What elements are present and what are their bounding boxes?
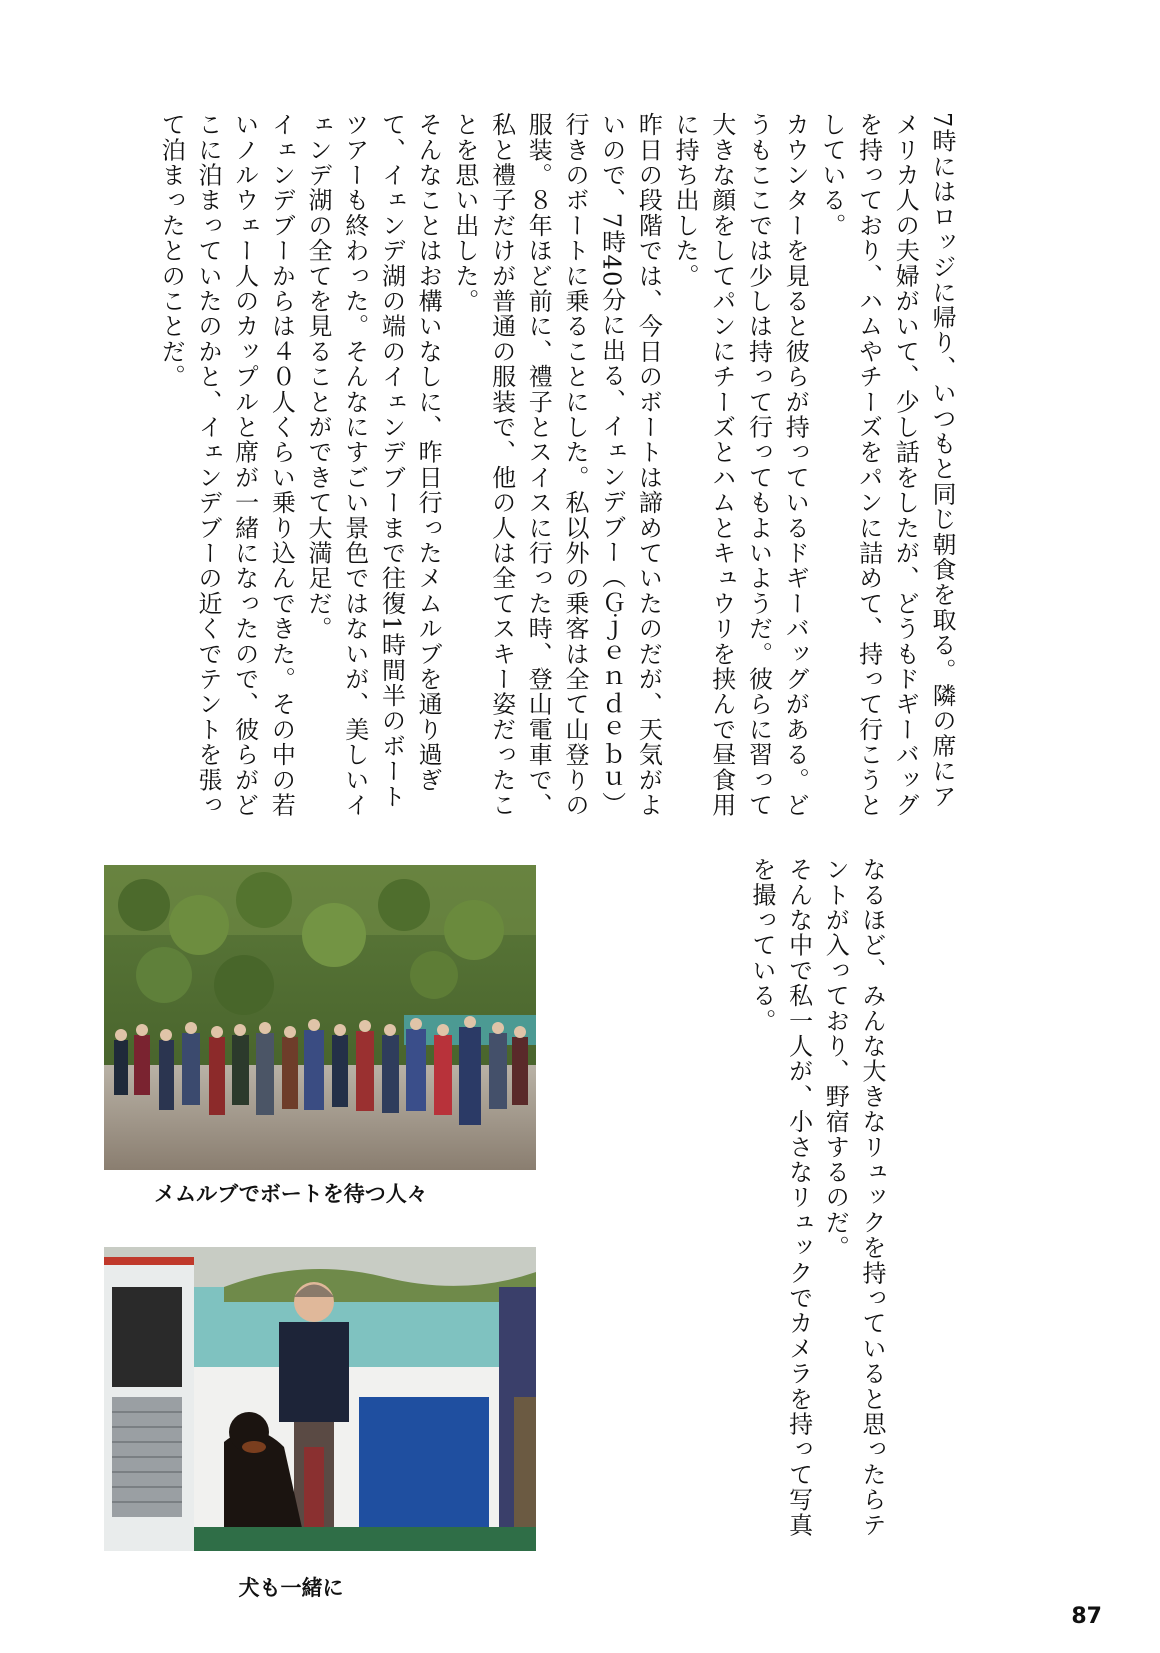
- photo-people-waiting-for-boat: [104, 865, 536, 1170]
- photo-caption: 犬も一緒に: [238, 1576, 344, 1600]
- photo-image: [104, 865, 536, 1170]
- photo-caption: メムルブでボートを待つ人々: [154, 1182, 428, 1206]
- paragraph: カウンターを見ると彼らが持っているドギーバッグがある。どうもここでは少しは持って行ってもよいようだ。彼らに習って大きな顔をしてパンにチーズとハムとキュウリを挟んで昼食用に持ち出した。: [671, 112, 810, 818]
- paragraph: そんなことはお構いなしに、昨日行ったメムルブを通り過ぎて、イェンデ湖の端のイェンデブーまで往復1時間半のボートツアーも終わった。そんなにすごい景色ではないが、美しいイェンデ湖の全てを見ることができて大満足だ。: [304, 112, 443, 818]
- paragraph: 昨日の段階では、今日のボートは諦めていたのだが、天気がよいので、7時40分に出る、イェンデブー（Ｇｊｅｎｄｅｂｕ）行きのボートに乗ることにした。私以外の乗客は全て山登りの服装。８年ほど前に、禮子とスイスに行った時、登山電車で、私と禮子だけが普通の服装で、他の人は全てスキー姿だったことを思い出した。: [450, 112, 663, 818]
- main-text-bottom: [743, 857, 890, 1557]
- paragraph: 7時にはロッジに帰り、いつもと同じ朝食を取る。隣の席にアメリカ人の夫婦がいて、少し話をしたが、どうもドギーバッグを持っており、ハムやチーズをパンに詰めて、持って行こうとしている。: [817, 112, 956, 818]
- page-number: 87: [1071, 1604, 1102, 1629]
- photo-image: [104, 1247, 536, 1551]
- paragraph: そんな中で私一人が、小さなリュックでカメラを持って写真を撮っている。: [747, 857, 813, 1538]
- paragraph: なるほど、みんな大きなリュックを持っていると思ったらテントが入っており、野宿するのだ。: [821, 857, 886, 1538]
- main-text-top: [153, 112, 960, 832]
- paragraph: イェンデブーからは４０人くらい乗り込んできた。その中の若いノルウェー人のカップルと席が一緒になったので、彼らがどこに泊まっていたのかと、イェンデブーの近くでテントを張って泊まったとのことだ。: [157, 112, 296, 818]
- photo-boy-with-dog: [104, 1247, 536, 1551]
